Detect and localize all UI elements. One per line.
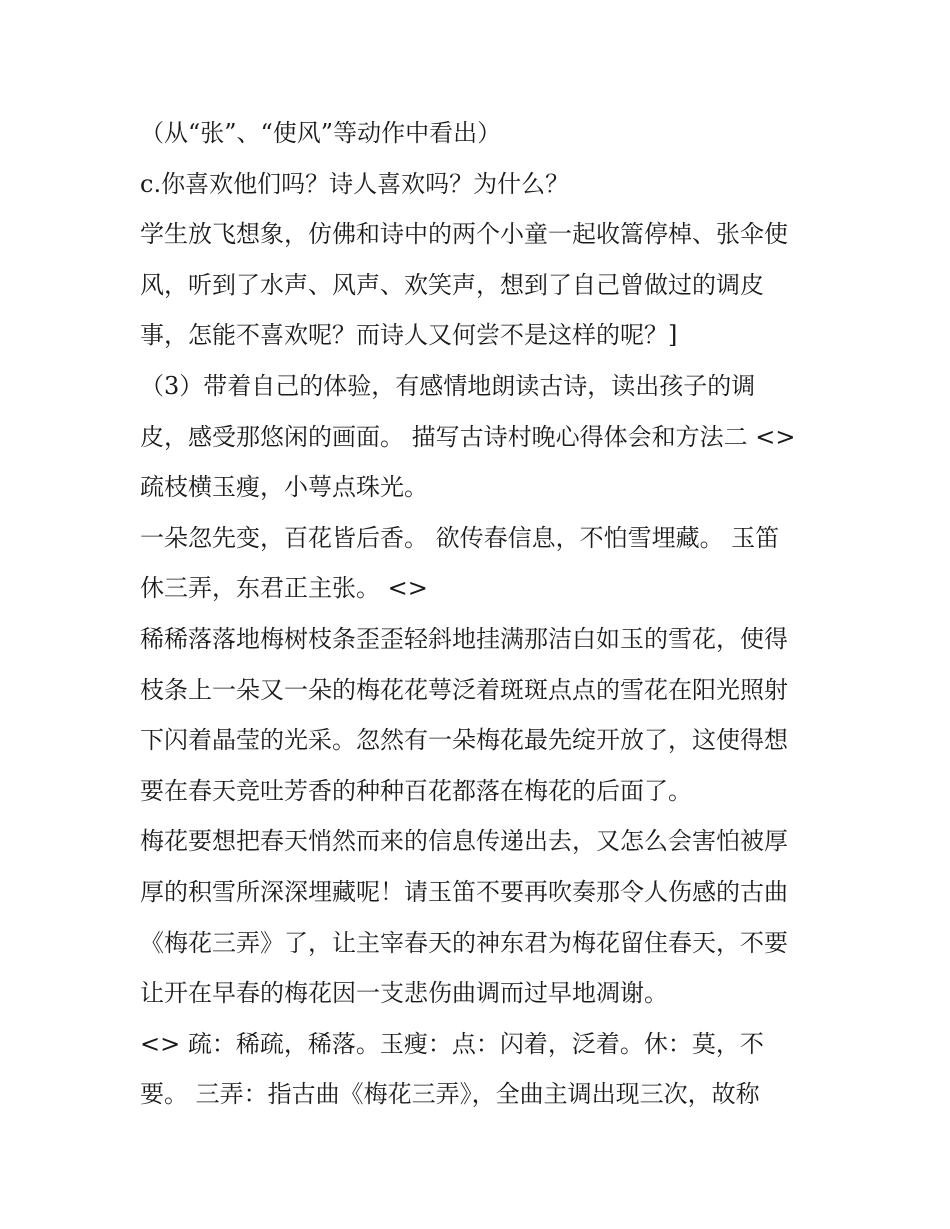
text-line-18: 让开在早春的梅花因一支悲伤曲调而过早地凋谢。	[140, 979, 668, 1008]
text-line-3: 学生放飞想象，仿佛和诗中的两个小童一起收篙停棹、张伞使	[140, 220, 788, 249]
text-line-6: （3）带着自己的体验，有感情地朗读古诗，读出孩子的调	[140, 371, 756, 400]
text-line-7: 皮，感受那悠闲的画面。 描写古诗村晚心得体会和方法二 <>	[140, 422, 796, 451]
text-line-11: 稀稀落落地梅树枝条歪歪轻斜地挂满那洁白如玉的雪花，使得	[140, 624, 788, 653]
text-line-4: 风，听到了水声、风声、欢笑声，想到了自己曾做过的调皮	[140, 270, 764, 299]
text-line-13: 下闪着晶莹的光采。忽然有一朵梅花最先绽开放了，这使得想	[140, 726, 788, 755]
text-line-1: （从“张”、“使风”等动作中看出）	[140, 119, 502, 147]
text-line-14: 要在春天竞吐芳香的种种百花都落在梅花的后面了。	[140, 776, 692, 805]
text-line-8: 疏枝横玉瘦，小萼点珠光。	[140, 473, 428, 502]
document-body	[140, 108, 830, 1120]
text-line-9: 一朵忽先变，百花皆后香。 欲传春信息，不怕雪埋藏。 玉笛	[140, 523, 780, 552]
text-line-2: c.你喜欢他们吗？诗人喜欢吗？为什么？	[140, 169, 570, 198]
text-line-19: <> 疏：稀疏，稀落。玉瘦：点：闪着，泛着。休：莫，不	[140, 1029, 764, 1058]
text-line-17: 《梅花三弄》了，让主宰春天的神东君为梅花留住春天，不要	[140, 928, 788, 957]
text-line-12: 枝条上一朵又一朵的梅花花萼泛着斑斑点点的雪花在阳光照射	[140, 675, 788, 704]
text-line-15: 梅花要想把春天悄然而来的信息传递出去，又怎么会害怕被厚	[140, 827, 788, 856]
text-line-10: 休三弄，东君正主张。 <>	[140, 574, 428, 603]
text-line-5: 事，怎能不喜欢呢？而诗人又何尝不是这样的呢？]	[140, 321, 678, 350]
text-line-16: 厚的积雪所深深埋藏呢！请玉笛不要再吹奏那令人伤感的古曲	[140, 877, 788, 906]
text-line-20: 要。 三弄：指古曲《梅花三弄》，全曲主调出现三次，故称	[140, 1080, 760, 1109]
